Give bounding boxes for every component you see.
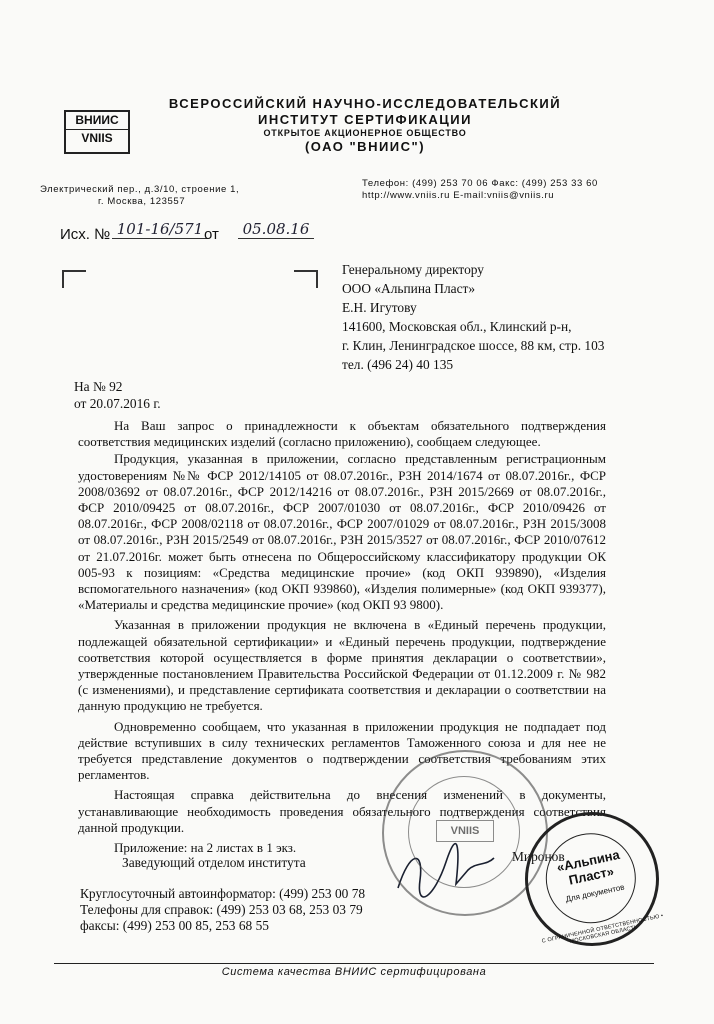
recipient-address1: 141600, Московская обл., Клинский р-н, (342, 319, 572, 334)
vniis-logo (64, 110, 130, 154)
paragraph-classification: Продукция, указанная в приложении, согласно представленным регистрационным удостоверениям №№ ФСР 2012/14105 от 08.07.2016г., РЗН 2014/1674 от 08.07.2016г., ФСР 2008/03692 от 08.07.2016г., ФСР 2012/14216 от 08.07.2016г., РЗН 2015/2669 от 08.07.2016г., ФСР 2010/09425 от 08.07.2016г., ФСР 2007/01030 от 08.07.2016г., ФСР 2010/09426 от 08.07.2016г., ФСР 2008/02118 от 08.07.2016г., ФСР 2007/01029 от 08.07.2016г., РЗН 2015/3008 от 08.07.2016г., РЗН 2015/2549 от 08.07.2016г., РЗН 2015/3527 от 08.07.2016г., ФСР 2010/07612 от 21.07.2016г. может быть отнесена по Общероссийскому классификатору продукции ОК 005-93 к позициям: «Средства медицинские прочие» (код ОКП 939890), «Изделия вспомогательного назначения» (код ОКП 939860), «Изделия полимерные» (код ОКП 939377), «Материалы и средства медицинские прочие» (код ОКП 93 9800). (78, 451, 606, 613)
company-stamp-ring-text: С ОГРАНИЧЕННОЙ ОТВЕТСТВЕННОСТЬЮ • МОСКОВСКАЯ ОБЛАСТЬ (541, 913, 664, 945)
outgoing-date-label: от (204, 226, 219, 243)
org-web: http://www.vniis.ru E-mail:vniis@vniis.ru (362, 190, 555, 201)
contact-phones: Телефоны для справок: (499) 253 03 68, 253 03 79 (80, 902, 363, 917)
signatory-name: Миронов (512, 849, 565, 864)
recipient-phone: тел. (496 24) 40 135 (342, 357, 454, 372)
outgoing-label: Исх. № (60, 226, 111, 243)
company-stamp-name: «Альпина Пласт» (555, 846, 621, 888)
attachment-note: Приложение: на 2 листах в 1 экз. (114, 840, 297, 856)
paragraph-tech-regulations: Одновременно сообщаем, что указанная в приложении продукция не подпадает под действие вступивших в силу технических регламентов Таможенного союза и для нее не требуется представление документов о подтверждении соответствия требованиям этих регламентов. (78, 718, 606, 783)
org-name-line2: ИНСТИТУТ СЕРТИФИКАЦИИ (258, 112, 472, 127)
reference-date: от 20.07.2016 г. (74, 396, 161, 411)
org-name-line4: (ОАО "ВНИИС") (304, 139, 426, 154)
logo-text-en: VNIIS (81, 131, 113, 145)
contact-faxes: факсы: (499) 253 00 85, 253 68 55 (80, 918, 269, 933)
org-name-line3: ОТКРЫТОЕ АКЦИОНЕРНОЕ ОБЩЕСТВО (263, 128, 467, 138)
vniis-stamp (382, 750, 548, 916)
recipient-name: Е.Н. Игутову (342, 300, 417, 315)
org-phone: Телефон: (499) 253 70 06 Факс: (499) 253 33 60 (362, 178, 598, 189)
paragraph-exemption: Указанная в приложении продукция не включена в «Единый перечень продукции, подлежащей обязательной сертификации» и «Единый перечень продукции, подтверждение соответствия которой осуществляется в форме принятия декларации о соответствии», утвержденные постановлением Правительства Российской Федерации от 01.12.2009 г. № 982 (с изменениями), и представление сертификата соответствия и декларации о соответствии на данную продукцию не требуется. (78, 617, 606, 714)
logo-text-ru: ВНИИС (66, 112, 128, 130)
reference-block (74, 378, 161, 412)
outgoing-number: 101-16/571 (112, 220, 208, 239)
company-stamp-sub: Для документов (564, 882, 626, 904)
org-address-line1: Электрический пер., д.3/10, строение 1, (40, 184, 240, 195)
address-bracket-left (62, 270, 86, 288)
paragraph-validity: Настоящая справка действительна до внесения изменений в документы, устанавливающие необходимость проведения обязательного подтверждения соответствия данной продукции. (78, 787, 606, 835)
quality-certified-note: Система качества ВНИИС сертифицирована (221, 966, 487, 978)
contact-autoinformer: Круглосуточный автоинформатор: (499) 253 00 78 (80, 886, 366, 901)
paragraph-request: На Ваш запрос о принадлежности к объектам обязательного подтверждения соответствия медицинских изделий (согласно приложению), сообщаем следующее. (78, 418, 606, 450)
vniis-stamp-label: VNIIS (436, 820, 494, 842)
contacts-block (80, 886, 365, 934)
recipient-company: ООО «Альпина Пласт» (342, 281, 476, 296)
org-name-line1: ВСЕРОССИЙСКИЙ НАУЧНО-ИССЛЕДОВАТЕЛЬСКИЙ (168, 96, 562, 111)
recipient-block (342, 260, 682, 374)
footer-rule (54, 963, 654, 964)
reference-number: На № 92 (74, 379, 123, 394)
signatory-position: Заведующий отделом института (122, 855, 306, 870)
recipient-address2: г. Клин, Ленинградское шоссе, 88 км, стр. 103 (342, 338, 605, 353)
outgoing-date: 05.08.16 (238, 220, 314, 239)
address-bracket-right (294, 270, 318, 288)
org-address-line2: г. Москва, 123557 (98, 196, 186, 207)
recipient-position: Генеральному директору (342, 262, 484, 277)
